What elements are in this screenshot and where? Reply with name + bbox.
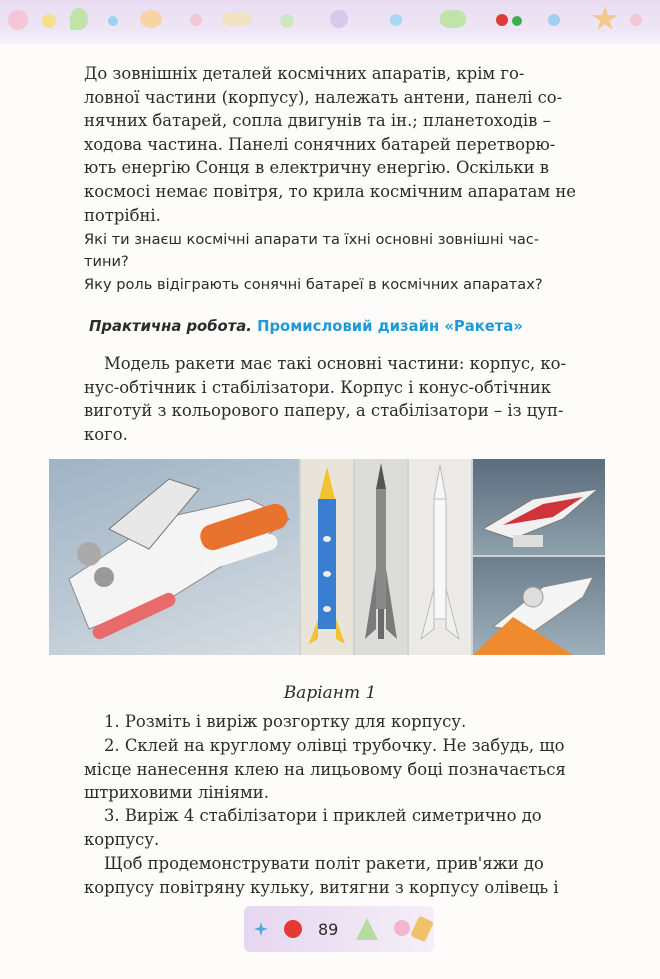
closing-paragraph — [84, 852, 604, 899]
red-spaceship-model-image — [473, 459, 605, 555]
text-line: космосі немає повітря, то крила космічним апаратам не — [84, 181, 576, 201]
flower-icon — [394, 920, 410, 936]
paragraph-external-parts — [84, 62, 604, 227]
dot-icon — [190, 14, 202, 26]
blue-rocket-model-image — [301, 459, 353, 655]
dot-icon — [390, 14, 402, 26]
leaf-icon — [70, 8, 88, 30]
text-line: ходова частина. Панелі сонячних батарей перетворю- — [84, 134, 556, 154]
step-2 — [84, 734, 604, 805]
red-dot-icon — [284, 920, 302, 938]
white-rocket-model-image — [409, 459, 471, 655]
dot-icon — [630, 14, 642, 26]
dot-icon — [280, 14, 294, 28]
page-number: 89 — [318, 920, 339, 939]
text-line: Які ти знаєш космічні апарати та їхні основні зовнішні час- — [84, 231, 540, 248]
practical-work-heading — [89, 318, 523, 335]
text-line: ловної частини (корпусу), належать антени, панелі со- — [84, 87, 563, 107]
text-line: 2. Склей на круглому олівці трубочку. Не забудь, що — [104, 736, 565, 755]
text-line: виготуй з кольорового паперу, а стабілізатори – із цуп- — [84, 401, 564, 421]
step-3 — [84, 804, 604, 851]
star-icon — [592, 6, 618, 32]
variant-title: Варіант 1 — [283, 683, 377, 703]
green-dot-icon — [512, 16, 522, 26]
text-line: До зовнішніх деталей космічних апаратів, крім го- — [84, 64, 525, 83]
text-line: Щоб продемонструвати політ ракети, прив'яжи до — [104, 854, 544, 873]
text-line: нячних батарей, сопла двигунів та ін.; планетоходів – — [84, 111, 551, 131]
practical-work-label: Практична робота. — [89, 318, 252, 335]
text-line: кого. — [84, 424, 128, 444]
dot-icon — [42, 14, 56, 28]
blue-star-icon — [254, 922, 268, 936]
text-line: ють енергію Сонця в електричну енергію. Оскільки в — [84, 158, 549, 178]
shuttle-orange-base-image — [473, 557, 605, 655]
flower-icon — [330, 10, 348, 28]
text-line: 1. Розміть і виріж розгортку для корпусу. — [104, 712, 467, 731]
paragraph-rocket-model — [84, 352, 604, 446]
pencil-icon — [410, 916, 434, 943]
text-line: штриховими лініями. — [84, 783, 269, 803]
flower-icon — [8, 10, 28, 30]
question-space-apparatus — [84, 229, 604, 273]
text-line: корпусу. — [84, 829, 160, 849]
top-decorative-band — [0, 0, 660, 44]
practical-work-title: Промисловий дизайн «Ракета» — [257, 318, 523, 335]
text-line: корпусу повітряну кульку, витягни з корпусу олівець і — [84, 877, 559, 897]
text-line: потрібні. — [84, 205, 161, 225]
leaf-icon — [222, 12, 252, 26]
text-line: нус-обтічник і стабілізатори. Корпус і конус-обтічник — [84, 377, 552, 397]
rocket-models-photo-strip — [49, 459, 605, 655]
text-line: місце нанесення клею на лицьовому боці позначається — [84, 759, 566, 779]
text-line: Модель ракети має такі основні частини: корпус, ко- — [104, 354, 567, 373]
flower-icon — [140, 10, 162, 28]
red-dot-icon — [496, 14, 508, 26]
step-1 — [84, 710, 604, 734]
ribbon-icon — [440, 10, 466, 28]
text-line: 3. Виріж 4 стабілізатори і приклей симетрично до — [104, 806, 542, 825]
grey-rocket-model-image — [355, 459, 407, 655]
text-line: Яку роль відіграють сонячні батареї в космічних апаратах? — [84, 276, 543, 293]
dot-icon — [548, 14, 560, 26]
space-shuttle-model-image — [49, 459, 299, 655]
question-solar-panels — [84, 274, 604, 296]
text-line: тини? — [84, 253, 129, 270]
tree-icon — [356, 918, 378, 940]
dot-icon — [108, 16, 118, 26]
footer-decorative-band — [244, 906, 434, 952]
